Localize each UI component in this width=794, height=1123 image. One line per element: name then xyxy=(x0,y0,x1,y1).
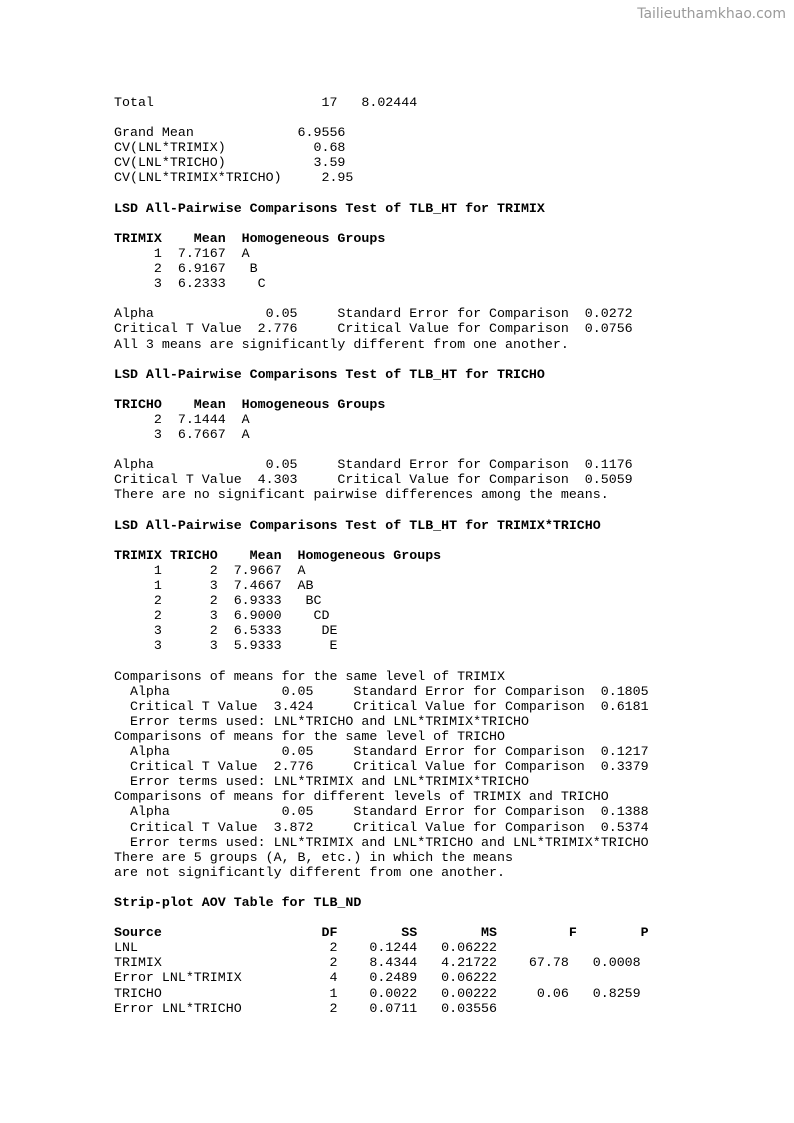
heading-line: LSD All-Pairwise Comparisons Test of TLB_HT for TRICHO xyxy=(114,366,545,382)
heading-line: Source DF SS MS F P xyxy=(114,925,649,941)
output-line: LNL 2 0.1244 0.06222 xyxy=(114,940,498,956)
output-line: 2 7.1444 A xyxy=(114,411,250,427)
output-line: All 3 means are significantly different from one another. xyxy=(114,336,569,352)
output-line: Error terms used: LNL*TRIMIX and LNL*TRICHO and LNL*TRIMIX*TRICHO xyxy=(114,834,649,850)
output-line: Critical T Value 2.776 Critical Value for Comparison 0.0756 xyxy=(114,321,633,337)
output-line: CV(LNL*TRICHO) 3.59 xyxy=(114,155,346,171)
output-line: 3 3 5.9333 E xyxy=(114,638,338,654)
output-line: 1 3 7.4667 AB xyxy=(114,578,314,593)
output-line: Alpha 0.05 Standard Error for Comparison 0.0272 xyxy=(114,306,633,322)
output-line: Total 17 8.02444 xyxy=(114,95,418,110)
heading-line: TRIMIX Mean Homogeneous Groups xyxy=(114,230,386,246)
statistical-output-document xyxy=(114,95,649,1016)
output-line: Comparisons of means for different levels of TRIMIX and TRICHO xyxy=(114,789,609,805)
output-line: Critical T Value 2.776 Critical Value for Comparison 0.3379 xyxy=(114,759,649,775)
output-line: 2 6.9167 B xyxy=(114,261,258,277)
blank-line xyxy=(114,503,649,518)
watermark-text: Tailieuthamkhao.com xyxy=(637,6,786,22)
output-line: There are no significant pairwise differences among the means. xyxy=(114,487,609,503)
output-line: Error LNL*TRICHO 2 0.0711 0.03556 xyxy=(114,1000,498,1016)
output-line: 2 3 6.9000 CD xyxy=(114,608,330,624)
output-line: are not significantly different from one another. xyxy=(114,864,505,880)
blank-line xyxy=(114,533,649,548)
output-line: 1 7.7167 A xyxy=(114,245,250,261)
output-line: Alpha 0.05 Standard Error for Comparison 0.1217 xyxy=(114,744,649,760)
heading-line: Strip-plot AOV Table for TLB_ND xyxy=(114,894,362,910)
output-line: Comparisons of means for the same level of TRICHO xyxy=(114,728,505,744)
output-line: Comparisons of means for the same level of TRIMIX xyxy=(114,668,505,684)
output-line: TRICHO 1 0.0022 0.00222 0.06 0.8259 xyxy=(114,985,641,1001)
blank-line xyxy=(114,442,649,457)
output-line: Alpha 0.05 Standard Error for Comparison 0.1388 xyxy=(114,804,649,820)
output-line: CV(LNL*TRIMIX) 0.68 xyxy=(114,140,346,156)
blank-line xyxy=(114,382,649,397)
output-line: CV(LNL*TRIMIX*TRICHO) 2.95 xyxy=(114,170,354,186)
blank-line xyxy=(114,110,649,125)
output-line: 3 2 6.5333 DE xyxy=(114,623,338,639)
blank-line xyxy=(114,910,649,925)
output-line: Error terms used: LNL*TRIMIX and LNL*TRIMIX*TRICHO xyxy=(114,774,529,790)
blank-line xyxy=(114,653,649,668)
output-line: 3 6.2333 C xyxy=(114,276,266,292)
output-line: Critical T Value 3.424 Critical Value for Comparison 0.6181 xyxy=(114,698,649,714)
output-line: Grand Mean 6.9556 xyxy=(114,125,346,141)
heading-line: TRICHO Mean Homogeneous Groups xyxy=(114,396,386,412)
output-line: 2 2 6.9333 BC xyxy=(114,593,322,609)
blank-line xyxy=(114,186,649,201)
heading-line: LSD All-Pairwise Comparisons Test of TLB_HT for TRIMIX xyxy=(114,200,545,216)
blank-line xyxy=(114,216,649,231)
output-line: Critical T Value 3.872 Critical Value for Comparison 0.5374 xyxy=(114,819,649,835)
output-line: There are 5 groups (A, B, etc.) in which the means xyxy=(114,849,513,865)
heading-line: TRIMIX TRICHO Mean Homogeneous Groups xyxy=(114,547,442,563)
blank-line xyxy=(114,880,649,895)
output-line: Critical T Value 4.303 Critical Value for Comparison 0.5059 xyxy=(114,472,633,488)
output-line: 3 6.7667 A xyxy=(114,427,250,443)
output-line: 1 2 7.9667 A xyxy=(114,562,306,578)
blank-line xyxy=(114,291,649,306)
output-line: Error LNL*TRIMIX 4 0.2489 0.06222 xyxy=(114,970,498,986)
output-line: Alpha 0.05 Standard Error for Comparison 0.1805 xyxy=(114,683,649,699)
output-line: Alpha 0.05 Standard Error for Comparison 0.1176 xyxy=(114,457,633,473)
output-line: TRIMIX 2 8.4344 4.21722 67.78 0.0008 xyxy=(114,955,641,971)
output-line: Error terms used: LNL*TRICHO and LNL*TRIMIX*TRICHO xyxy=(114,713,529,729)
heading-line: LSD All-Pairwise Comparisons Test of TLB_HT for TRIMIX*TRICHO xyxy=(114,517,601,533)
blank-line xyxy=(114,352,649,367)
